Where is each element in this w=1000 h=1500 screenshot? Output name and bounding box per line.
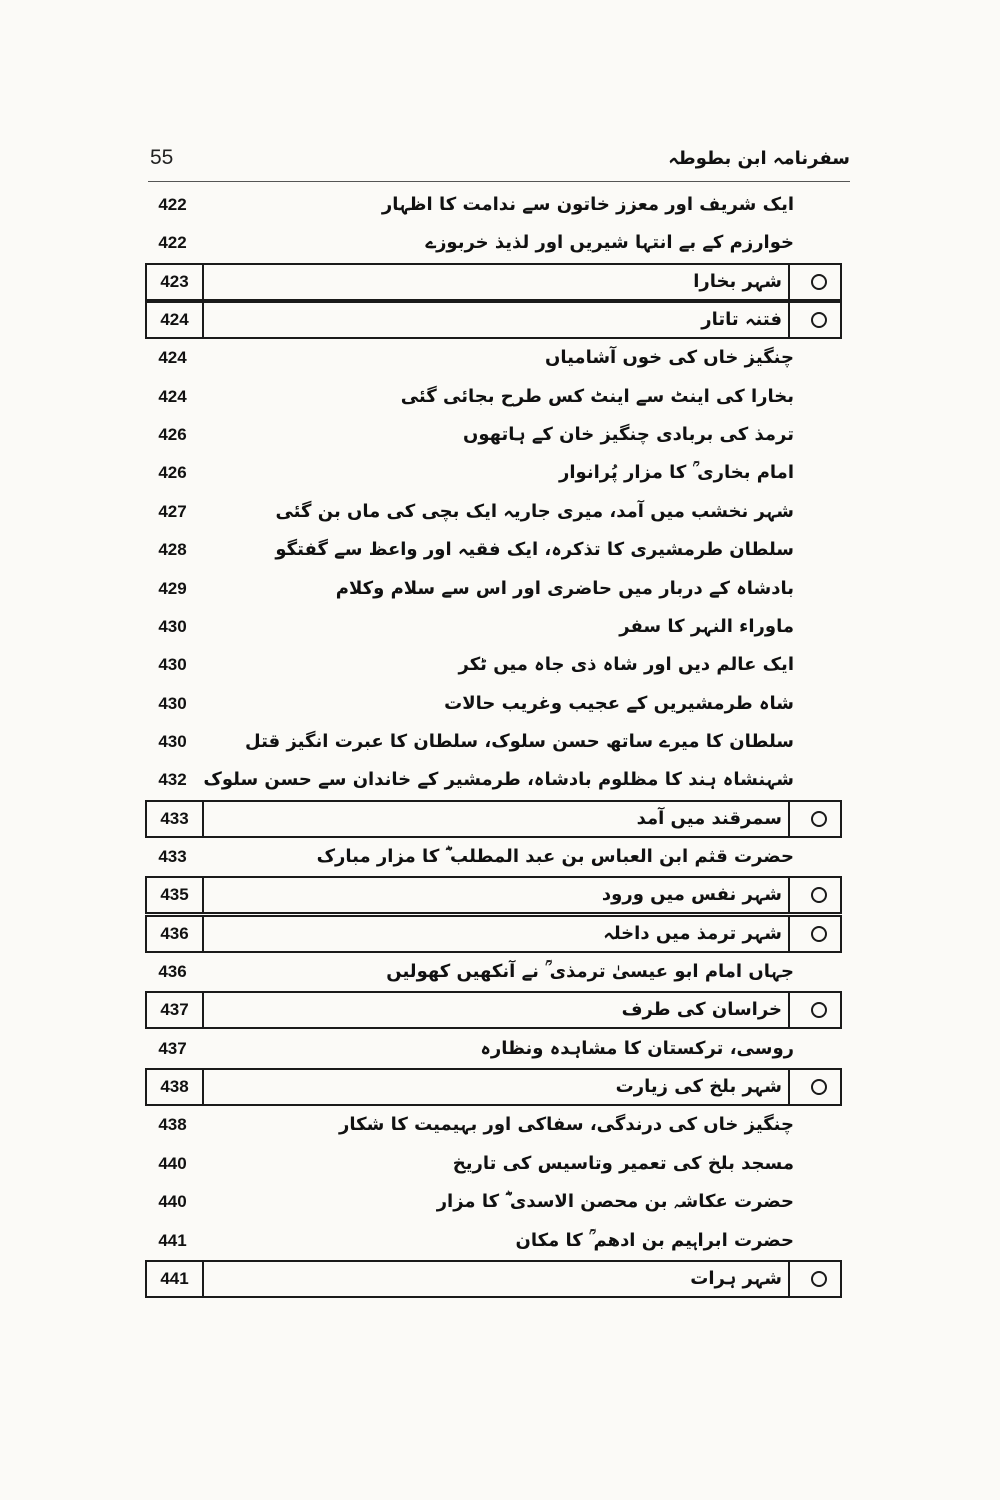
toc-page-number: 429	[158, 578, 187, 598]
toc-section-row	[145, 800, 842, 838]
circle-bullet-icon	[811, 312, 827, 328]
toc-page-number: 438	[147, 1070, 204, 1104]
toc-page-number: 440	[158, 1153, 187, 1173]
toc-page-number: 435	[147, 878, 204, 912]
toc-entry-title: بادشاہ کے دربار میں حاضری اور اس سے سلام وکلام	[335, 577, 794, 599]
toc-entry-title: چنگیز خاں کی درندگی، سفاکی اور بہیمیت کا شکار	[339, 1114, 794, 1136]
toc-entry-row	[145, 685, 842, 723]
toc-entry-row	[145, 1222, 842, 1260]
toc-page-number: 430	[158, 731, 187, 751]
toc-entry-row	[145, 454, 842, 492]
toc-page-number: 424	[158, 348, 187, 368]
toc-page-number: 424	[147, 303, 204, 337]
toc-entry-title: ترمذ کی بربادی چنگیز خان کے ہاتھوں	[462, 424, 794, 446]
toc-entry-title: ایک عالم دیں اور شاہ ذی جاہ میں ٹکر	[458, 654, 794, 676]
toc-page-number: 422	[158, 233, 187, 253]
toc-section-title: شہر بخارا	[693, 270, 782, 292]
toc-section-title: شہر بلخ کی زیارت	[615, 1076, 782, 1098]
toc-page-number: 426	[158, 425, 187, 445]
toc-section-title: فتنہ تاتار	[701, 309, 782, 331]
toc-section-title-cell	[204, 802, 790, 836]
toc-section-title-cell	[204, 917, 790, 951]
toc-page-number: 423	[147, 265, 204, 299]
toc-entry-row	[145, 608, 842, 646]
toc-section-row	[145, 301, 842, 339]
toc-page-number: 424	[158, 386, 187, 406]
toc-section-title-cell	[204, 1070, 790, 1104]
toc-page-number: 437	[158, 1038, 187, 1058]
toc-section-title: خراسان کی طرف	[621, 999, 782, 1021]
toc-section-title-cell	[204, 878, 790, 912]
toc-section-title-cell	[204, 303, 790, 337]
toc-entry-row	[145, 723, 842, 761]
toc-entry-row	[145, 493, 842, 531]
toc-entry-title: بخارا کی اینٹ سے اینٹ کس طرح بجائی گئی	[400, 385, 794, 407]
toc-section-row	[145, 915, 842, 953]
toc-entry-row	[145, 570, 842, 608]
toc-section-title-cell	[204, 993, 790, 1027]
circle-bullet-icon	[811, 887, 827, 903]
toc-entry-title: ایک شریف اور معزز خاتون سے ندامت کا اظہار	[381, 194, 794, 215]
toc-page-number: 432	[158, 770, 187, 790]
book-title: سفرنامہ ابن بطوطہ	[668, 148, 850, 169]
toc-page-number: 441	[147, 1262, 204, 1296]
page-number: 55	[150, 146, 174, 169]
toc-section-row	[145, 1068, 842, 1106]
circle-bullet-icon	[811, 811, 827, 827]
circle-bullet-icon	[811, 274, 827, 290]
toc-page-number: 427	[158, 501, 187, 521]
toc-entry-title: مسجد بلخ کی تعمیر وتاسیس کی تاریخ	[452, 1152, 794, 1174]
toc-entry-title: چنگیز خاں کی خوں آشامیاں	[544, 347, 794, 369]
toc-page-number: 426	[158, 463, 187, 483]
toc-entry-title: شہنشاہ ہند کا مظلوم بادشاہ، طرمشیر کے خاندان سے حسن سلوک	[203, 769, 794, 791]
toc-entry-title: حضرت ابراہیم بن ادھم ؒ کا مکان	[515, 1229, 794, 1251]
toc-entry-row	[145, 416, 842, 454]
toc-page-number: 436	[158, 962, 187, 981]
toc-page-number: 430	[158, 616, 187, 636]
toc-page-number: 430	[158, 655, 187, 675]
toc-page-number: 433	[147, 802, 204, 836]
toc-entry-row	[145, 646, 842, 684]
toc-entry-row	[145, 186, 842, 224]
toc-section-row	[145, 1260, 842, 1298]
toc-page-number: 441	[158, 1230, 187, 1250]
toc-entry-title: خوارزم کے بے انتہا شیریں اور لذیذ خربوزے	[425, 232, 794, 254]
toc-entry-title: حضرت عکاشہ بن محصن الاسدی ؓ کا مزار	[436, 1191, 794, 1213]
circle-bullet-icon	[811, 1002, 827, 1018]
toc-entry-row	[145, 1106, 842, 1144]
toc-entry-row	[145, 1145, 842, 1183]
toc-entry-title: شاہ طرمشیریں کے عجیب وغریب حالات	[444, 692, 794, 714]
toc-entry-row	[145, 531, 842, 569]
toc-section-row	[145, 991, 842, 1029]
toc-entry-title: شہر نخشب میں آمد، میری جاریہ ایک بچی کی ماں بن گئی	[275, 500, 794, 522]
toc-page-number: 433	[158, 847, 187, 866]
toc-entry-row	[145, 1183, 842, 1221]
toc-entry-row	[145, 953, 842, 991]
toc-page-number: 422	[158, 195, 187, 214]
toc-section-title: شہر ہرات	[690, 1267, 782, 1289]
circle-bullet-icon	[811, 1079, 827, 1095]
circle-bullet-icon	[811, 1271, 827, 1287]
toc-entry-row	[145, 224, 842, 262]
toc-entry-title: سلطان طرمشیری کا تذکرہ، ایک فقیہ اور واعظ سے گفتگو	[275, 539, 794, 561]
toc-entry-row	[145, 1030, 842, 1068]
toc-page-number: 440	[158, 1192, 187, 1212]
toc-entry-row	[145, 378, 842, 416]
toc-section-row	[145, 876, 842, 914]
toc-entry-title: سلطان کا میرے ساتھ حسن سلوک، سلطان کا عبرت انگیز قتل	[245, 730, 794, 752]
toc-entry-title: جہاں امام ابو عیسیٰ ترمذی ؒ نے آنکھیں کھولیں	[386, 961, 794, 982]
toc-page-number: 438	[158, 1115, 187, 1135]
toc-section-title: شہر ترمذ میں داخلہ	[603, 922, 782, 944]
toc-page-number: 430	[158, 693, 187, 713]
toc-section-title-cell	[204, 1262, 790, 1296]
circle-bullet-icon	[811, 926, 827, 942]
toc-section-title: شہر نفس میں ورود	[601, 884, 782, 906]
toc-entry-row	[145, 761, 842, 799]
toc-entry-title: روسی، ترکستان کا مشاہدہ ونظارہ	[480, 1037, 794, 1059]
toc-section-row	[145, 263, 842, 301]
toc-entry-title: امام بخاری ؒ کا مزار پُرانوار	[559, 462, 794, 484]
toc-page-number: 436	[147, 917, 204, 951]
toc-section-title: سمرقند میں آمد	[636, 807, 782, 829]
toc-entry-row	[145, 838, 842, 876]
toc-entry-title: ماوراء النہر کا سفر	[619, 615, 794, 637]
toc-page-number: 437	[147, 993, 204, 1027]
toc-entry-row	[145, 339, 842, 377]
toc-page-number: 428	[158, 540, 187, 560]
toc-entry-title: حضرت قثم ابن العباس بن عبد المطلب ؓ کا مزار مبارک	[316, 846, 794, 867]
toc-section-title-cell	[204, 265, 790, 299]
